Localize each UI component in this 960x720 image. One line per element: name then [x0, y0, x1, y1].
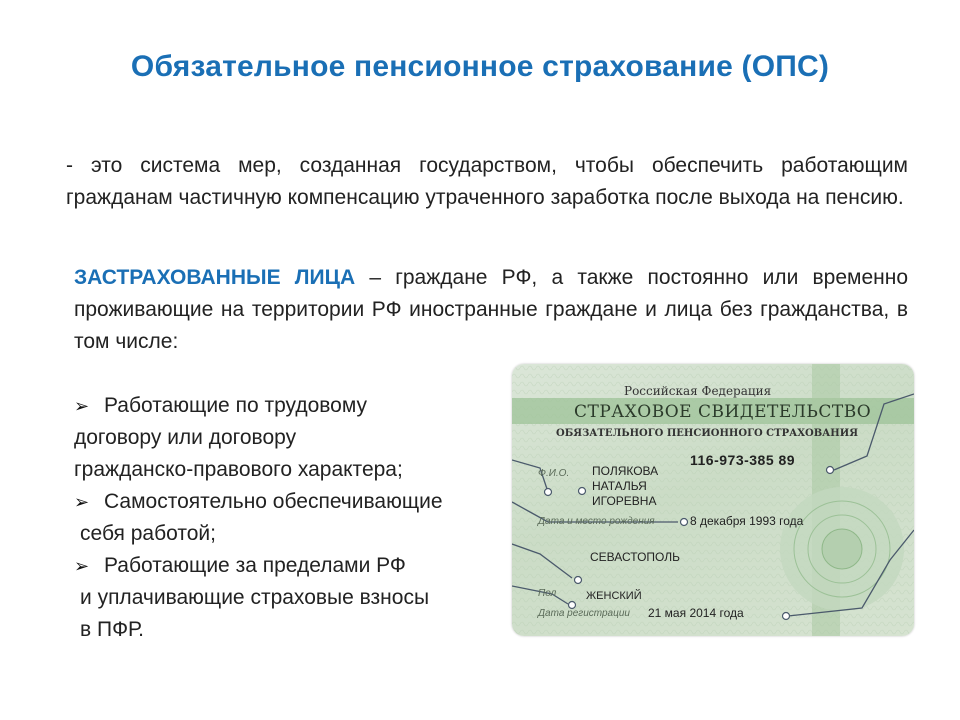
certificate-country: Российская Федерация — [624, 384, 772, 398]
birth-date-value: 8 декабря 1993 года — [690, 514, 804, 528]
bullet-text: себя работой; — [80, 522, 216, 545]
arrow-bullet-icon: ➢ — [74, 556, 90, 576]
surname-value: ПОЛЯКОВА — [592, 464, 659, 478]
fio-label: Ф.И.О. — [538, 468, 570, 479]
list-item — [74, 390, 514, 486]
sex-label: Пол — [538, 588, 557, 599]
certificate-number: 116-973-385 89 — [690, 452, 796, 468]
arrow-bullet-icon: ➢ — [74, 396, 90, 416]
insured-persons-heading: ЗАСТРАХОВАННЫЕ ЛИЦА — [74, 266, 356, 289]
list-item — [74, 550, 514, 646]
bullet-text: и уплачивающие страховые взносы — [80, 586, 430, 609]
patronymic-value: ИГОРЕВНА — [592, 494, 657, 508]
bullet-text: Работающие за пределами РФ — [104, 554, 406, 577]
bullet-text: Самостоятельно обеспечивающие — [104, 490, 443, 513]
bullet-text: договору или договору — [74, 426, 297, 449]
page-title: Обязательное пенсионное страхование (ОПС) — [130, 50, 830, 83]
definition-text: - это система мер, созданная государством, чтобы обеспечить работающим гражданам частичную компенсацию утраченного заработка после выхода на пенсию. — [66, 154, 908, 209]
birth-place-value: СЕВАСТОПОЛЬ — [590, 550, 680, 564]
bullet-text: гражданско-правового характера; — [74, 458, 403, 481]
bullet-text: Работающие по трудовому — [104, 394, 368, 417]
rosette-icon — [780, 487, 904, 611]
certificate-title: СТРАХОВОЕ СВИДЕТЕЛЬСТВО — [574, 402, 872, 422]
insurance-certificate-image — [512, 364, 914, 636]
arrow-bullet-icon: ➢ — [74, 492, 90, 512]
bullet-text: в ПФР. — [80, 618, 144, 641]
list-item — [74, 486, 514, 550]
registration-label: Дата регистрации — [538, 608, 630, 619]
insured-persons-text: – граждане РФ, а также постоянно или временно проживающие на территории РФ иностранные граждане и лица без гражданства, в том числе: — [74, 266, 909, 353]
birth-label: Дата и место рождения — [538, 516, 655, 527]
name-value: НАТАЛЬЯ — [592, 479, 647, 493]
insured-persons-paragraph — [74, 262, 908, 358]
certificate-subtitle: ОБЯЗАТЕЛЬНОГО ПЕНСИОННОГО СТРАХОВАНИЯ — [556, 428, 859, 439]
sex-value: ЖЕНСКИЙ — [586, 590, 642, 602]
registration-date-value: 21 мая 2014 года — [648, 606, 744, 620]
